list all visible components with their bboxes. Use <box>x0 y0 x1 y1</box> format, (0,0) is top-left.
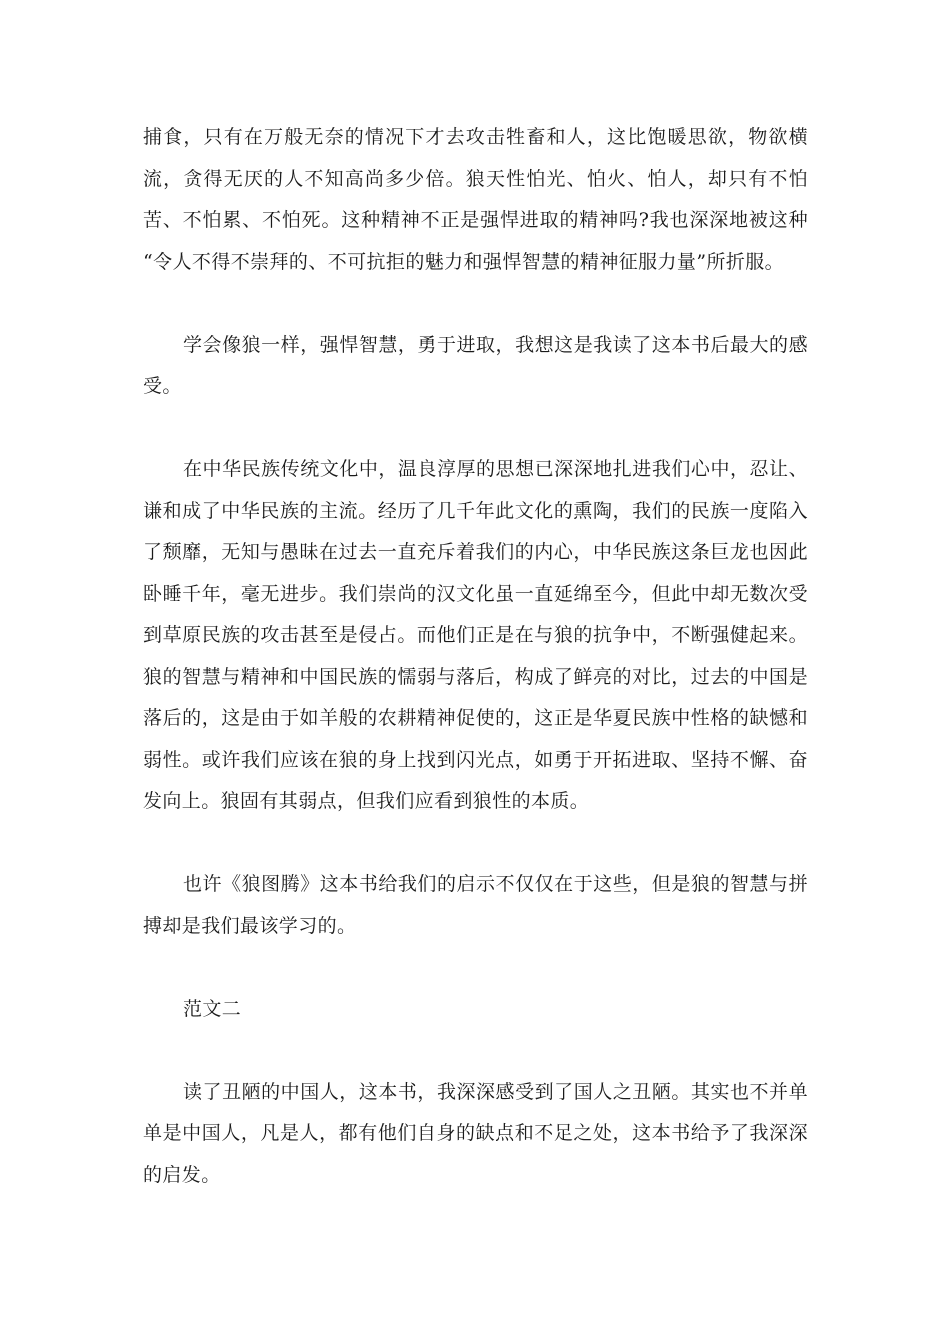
paragraph-continuation: 捕食，只有在万般无奈的情况下才去攻击牲畜和人，这比饱暖思欲，物欲横流，贪得无厌的人不知高尚多少倍。狼天性怕光、怕火、怕人，却只有不怕苦、不怕累、不怕死。这种精神不正是强悍进取的精神吗?我也深深地被这种 “令人不得不崇拜的、不可抗拒的魅力和强悍智慧的精神征服力量”所折服。 <box>143 126 808 273</box>
section-heading-sample-two: 范文二 <box>183 997 242 1020</box>
paragraph-chinese-culture: 在中华民族传统文化中，温良淳厚的思想已深深地扎进我们心中，忍让、谦和成了中华民族的主流。经历了几千年此文化的熏陶，我们的民族一度陷入了颓靡，无知与愚昧在过去一直充斥着我们的内心，中华民族这条巨龙也因此卧睡千年，毫无进步。我们崇尚的汉文化虽一直延绵至今，但此中却无数次受到草原民族的攻击甚至是侵占。而他们正是在与狼的抗争中，不断强健起来。狼的智慧与精神和中国民族的懦弱与落后，构成了鲜亮的对比，过去的中国是落后的，这是由于如羊般的农耕精神促使的，这正是华夏民族中性格的缺憾和弱性。或许我们应该在狼的身上找到闪光点，如勇于开拓进取、坚持不懈、奋发向上。狼固有其弱点，但我们应看到狼性的本质。 <box>143 458 808 812</box>
paragraph-learn-like-wolf: 学会像狼一样，强悍智慧，勇于进取，我想这是我读了这本书后最大的感受。 <box>143 333 808 397</box>
paragraph-wolf-totem-conclusion: 也许《狼图腾》这本书给我们的启示不仅仅在于这些，但是狼的智慧与拼搏却是我们最该学习的。 <box>143 873 808 937</box>
paragraph-ugly-chinese: 读了丑陋的中国人，这本书，我深深感受到了国人之丑陋。其实也不并单单是中国人，凡是人，都有他们自身的缺点和不足之处，这本书给予了我深深的启发。 <box>143 1080 808 1186</box>
document-body <box>143 117 808 1238</box>
